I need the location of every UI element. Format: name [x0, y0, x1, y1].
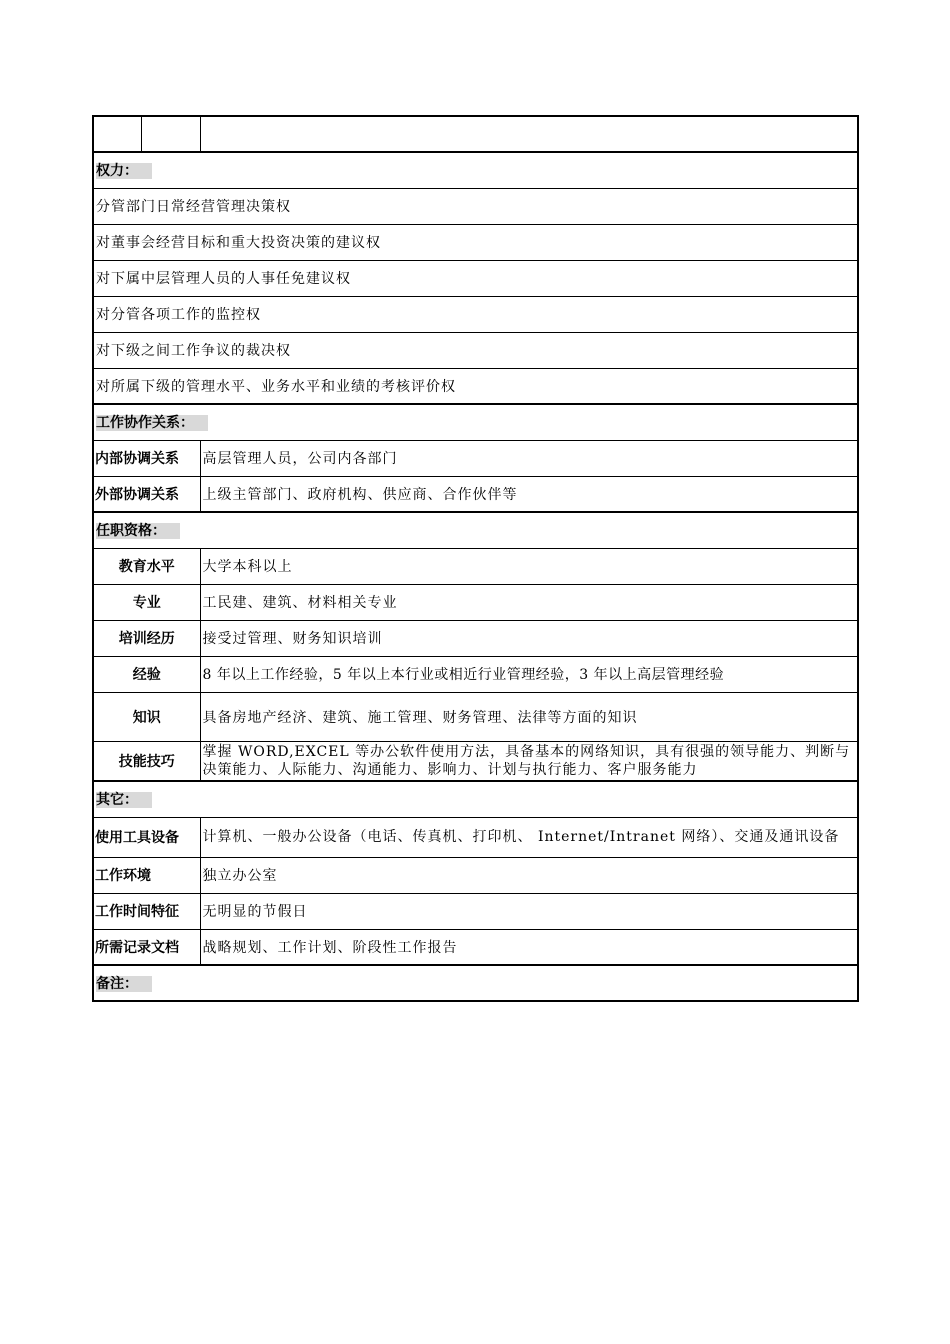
power-row: [93, 368, 858, 404]
power-row: [93, 296, 858, 332]
qualification-row: [93, 620, 858, 656]
power-row: [93, 224, 858, 260]
qualification-label: 经验: [93, 656, 200, 692]
qualification-value: 接受过管理、财务知识培训: [200, 620, 858, 656]
other-label: 使用工具设备: [93, 817, 200, 857]
power-item: 对下属中层管理人员的人事任免建议权: [93, 260, 858, 296]
other-row: [93, 817, 858, 857]
qualification-row: [93, 656, 858, 692]
power-item: 对分管各项工作的监控权: [93, 296, 858, 332]
qualification-label: 技能技巧: [93, 741, 200, 781]
power-item: 对下级之间工作争议的裁决权: [93, 332, 858, 368]
qualification-value: 8 年以上工作经验，5 年以上本行业或相近行业管理经验，3 年以上高层管理经验: [200, 656, 858, 692]
power-row: [93, 332, 858, 368]
power-row: [93, 188, 858, 224]
blank-cell: [141, 116, 200, 152]
relation-label: 外部协调关系: [93, 476, 200, 512]
section-heading-relations: 工作协作关系：: [93, 404, 858, 440]
other-row: [93, 929, 858, 965]
relation-value: 高层管理人员，公司内各部门: [200, 440, 858, 476]
qualification-row: [93, 584, 858, 620]
relation-value: 上级主管部门、政府机构、供应商、合作伙伴等: [200, 476, 858, 512]
job-description-sheet: [92, 115, 857, 1002]
blank-cell: [200, 116, 858, 152]
section-row-relations: [93, 404, 858, 440]
qualification-label: 专业: [93, 584, 200, 620]
qualification-row: [93, 548, 858, 584]
power-item: 分管部门日常经营管理决策权: [93, 188, 858, 224]
other-value: 无明显的节假日: [200, 893, 858, 929]
power-item: 对董事会经营目标和重大投资决策的建议权: [93, 224, 858, 260]
section-row-remarks: [93, 965, 858, 1001]
blank-cell: [93, 116, 141, 152]
relation-label: 内部协调关系: [93, 440, 200, 476]
other-label: 工作时间特征: [93, 893, 200, 929]
power-item: 对所属下级的管理水平、业务水平和业绩的考核评价权: [93, 368, 858, 404]
qualification-value: 工民建、建筑、材料相关专业: [200, 584, 858, 620]
qualification-value: 大学本科以上: [200, 548, 858, 584]
qualification-value: 具备房地产经济、建筑、施工管理、财务管理、法律等方面的知识: [200, 692, 858, 741]
other-value: 独立办公室: [200, 857, 858, 893]
section-heading-other: 其它：: [93, 781, 858, 817]
relation-row: [93, 440, 858, 476]
relation-row: [93, 476, 858, 512]
qualification-label: 教育水平: [93, 548, 200, 584]
qualification-label: 知识: [93, 692, 200, 741]
qualification-row: [93, 741, 858, 781]
section-row-qualifications: [93, 512, 858, 548]
other-value: 计算机、一般办公设备（电话、传真机、打印机、 Internet/Intranet 网络）、交通及通讯设备: [200, 817, 858, 857]
section-heading-powers: 权力：: [93, 152, 858, 188]
section-row-powers: [93, 152, 858, 188]
job-description-table: [92, 115, 859, 1002]
other-label: 工作环境: [93, 857, 200, 893]
qualification-label: 培训经历: [93, 620, 200, 656]
section-heading-remarks: 备注：: [93, 965, 858, 1001]
other-label: 所需记录文档: [93, 929, 200, 965]
qualification-value: 掌握 WORD,EXCEL 等办公软件使用方法，具备基本的网络知识，具有很强的领导能力、判断与决策能力、人际能力、沟通能力、影响力、计划与执行能力、客户服务能力: [200, 741, 858, 781]
section-heading-qualifications: 任职资格：: [93, 512, 858, 548]
other-row: [93, 857, 858, 893]
blank-header-row: [93, 116, 858, 152]
other-value: 战略规划、工作计划、阶段性工作报告: [200, 929, 858, 965]
power-row: [93, 260, 858, 296]
qualification-row: [93, 692, 858, 741]
section-row-other: [93, 781, 858, 817]
other-row: [93, 893, 858, 929]
